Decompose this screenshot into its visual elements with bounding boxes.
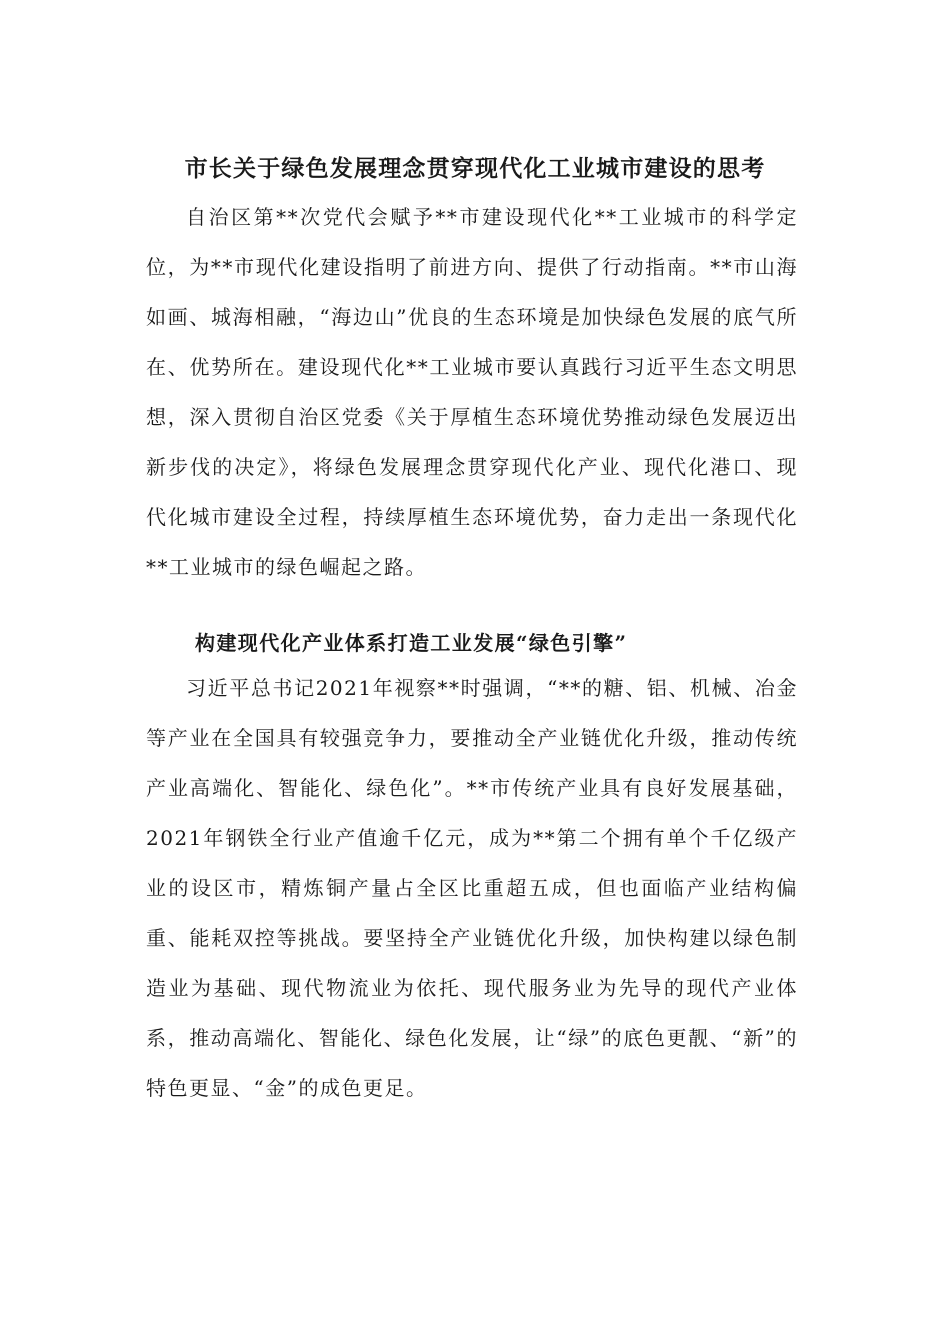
section-paragraph: 习近平总书记2021年视察**时强调，“**的糖、铝、机械、冶金等产业在全国具有较强竞争力，要推动全产业链优化升级，推动传统产业高端化、智能化、绿色化”。**市传统产业具有良好发展基础，2021年钢铁全行业产值逾千亿元，成为**第二个拥有单个千亿级产业的设区市，精炼铜产量占全区比重超五成，但也面临产业结构偏重、能耗双控等挑战。要坚持全产业链优化升级，加快构建以绿色制造业为基础、现代物流业为依托、现代服务业为先导的现代产业体系，推动高端化、智能化、绿色化发展，让“绿”的底色更靓、“新”的特色更显、“金”的成色更足。 (146, 676, 798, 1100)
document-title: 市长关于绿色发展理念贯穿现代化工业城市建设的思考 (184, 155, 766, 183)
intro-paragraph: 自治区第**次党代会赋予**市建设现代化**工业城市的科学定位，为**市现代化建设指明了前进方向、提供了行动指南。**市山海如画、城海相融，“海边山”优良的生态环境是加快绿色发展的底气所在、优势所在。建设现代化**工业城市要认真践行习近平生态文明思想，深入贯彻自治区党委《关于厚植生态环境优势推动绿色发展迈出新步伐的决定》，将绿色发展理念贯穿现代化产业、现代化港口、现代化城市建设全过程，持续厚植生态环境优势，奋力走出一条现代化**工业城市的绿色崛起之路。 (146, 205, 798, 579)
section-heading: 构建现代化产业体系打造工业发展“绿色引擎” (195, 630, 628, 655)
